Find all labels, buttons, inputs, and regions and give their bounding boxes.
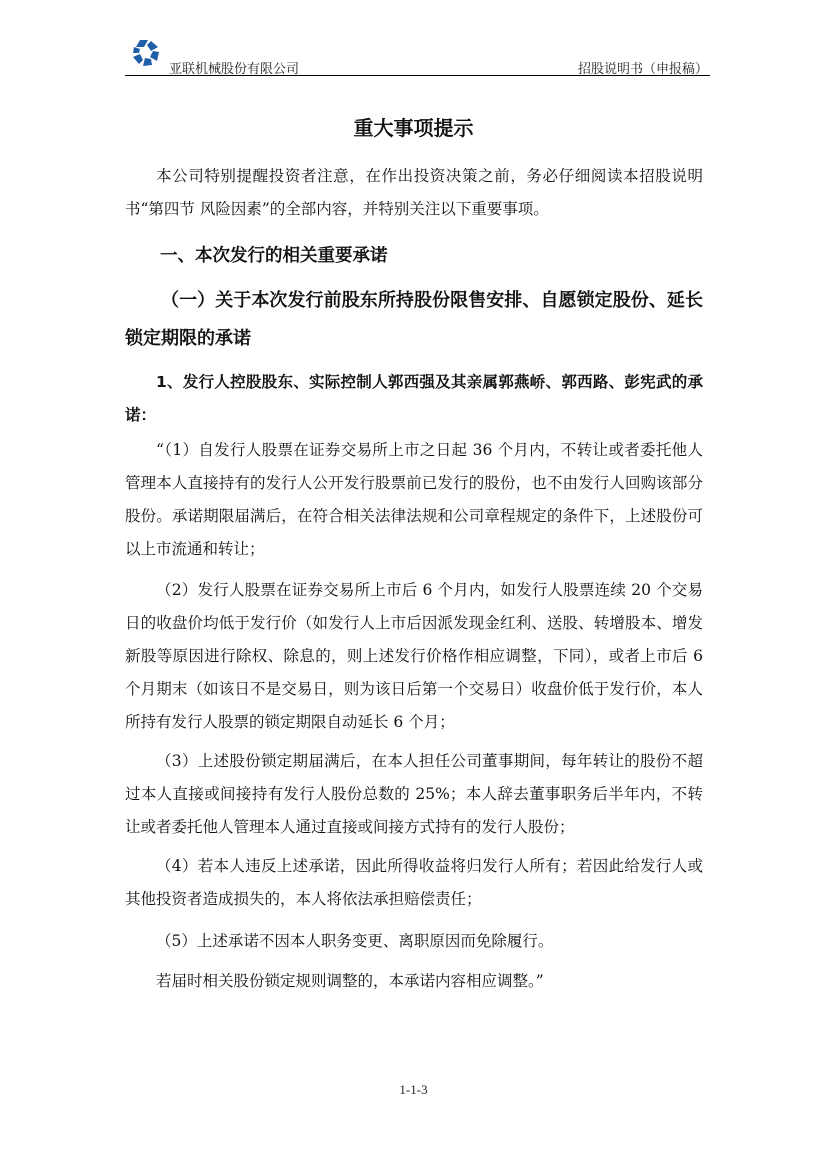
page-number: 1-1-3 xyxy=(399,1082,428,1097)
intro-paragraph: 本公司特别提醒投资者注意，在作出投资决策之前，务必仔细阅读本招股说明书“第四节 风险因素”的全部内容，并特别关注以下重要事项。 xyxy=(125,167,703,218)
commitment-paragraph-4: （4）若本人违反上述承诺，因此所得收益将归发行人所有；若因此给发行人或其他投资者造成损失的，本人将依法承担赔偿责任； xyxy=(125,857,703,908)
section-heading: 一、本次发行的相关重要承诺 xyxy=(160,246,388,266)
commitment-paragraph-1: “（1）自发行人股票在证券交易所上市之日起 36 个月内，不转让或者委托他人管理本人直接持有的发行人公开发行股票前已发行的股份，也不由发行人回购该部分股份。承诺期限届满后，在符合相关法律法规和公司章程规定的条件下，上述股份可以上市流通和转让； xyxy=(125,441,703,558)
commitment-paragraph-3: （3）上述股份锁定期届满后，在本人担任公司董事期间，每年转让的股份不超过本人直接或间接持有发行人股份总数的 25%；本人辞去董事职务后半年内，不转让或者委托他人管理本人通过直接或间接方式持有的发行人股份； xyxy=(125,752,703,836)
header-rule xyxy=(125,75,710,76)
company-name: 亚联机械股份有限公司 xyxy=(169,62,300,77)
commitment-paragraph-5: （5）上述承诺不因本人职务变更、离职原因而免除履行。 xyxy=(156,932,554,950)
page-header xyxy=(125,38,710,76)
item-heading: 1、发行人控股股东、实际控制人郭西强及其亲属郭燕峤、郭西路、彭宪武的承诺： xyxy=(125,373,703,424)
company-logo-icon xyxy=(131,38,161,68)
subsection-heading: （一）关于本次发行前股东所持股份限售安排、自愿锁定股份、延长锁定期限的承诺 xyxy=(125,290,703,349)
page-title: 重大事项提示 xyxy=(353,116,474,140)
document-type: 招股说明书（申报稿） xyxy=(577,62,708,77)
commitment-paragraph-2: （2）发行人股票在证券交易所上市后 6 个月内，如发行人股票连续 20 个交易日的收盘价均低于发行价（如发行人上市后因派发现金红利、送股、转增股本、增发新股等原因进行除权、除息的，则上述发行价格作相应调整，下同），或者上市后 6 个月期末（如该日不是交易日，则为该日后第一个交易日）收盘价低于发行价，本人所持有发行人股票的锁定期限自动延长 6 个月； xyxy=(125,581,703,731)
closing-paragraph: 若届时相关股份锁定规则调整的，本承诺内容相应调整。” xyxy=(156,972,544,990)
